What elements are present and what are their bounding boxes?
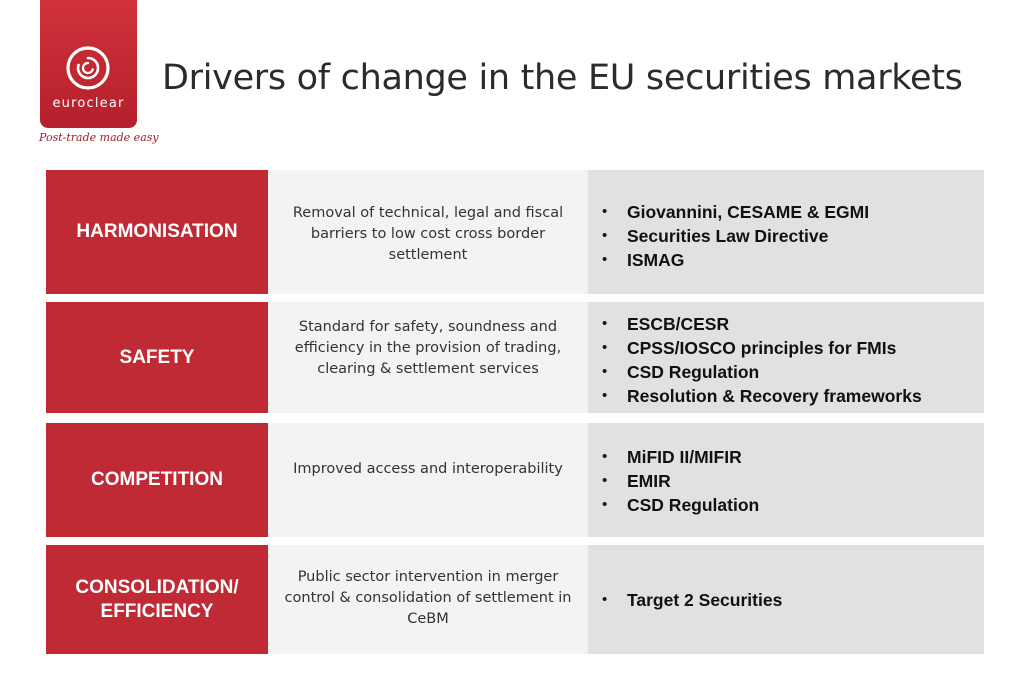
initiatives-cell — [588, 423, 984, 537]
list-item: • CSD Regulation — [600, 360, 922, 384]
table-row-safety — [46, 302, 984, 413]
description-cell — [268, 545, 588, 654]
description-cell — [268, 170, 588, 294]
initiatives-cell — [588, 545, 984, 654]
category-cell: HARMONISATION — [46, 170, 268, 294]
list-item: • MiFID II/MIFIR — [600, 445, 759, 469]
list-item: • ISMAG — [600, 248, 869, 272]
description-text: Standard for safety, soundness and efficiency in the provision of trading, clearing & settlement services — [294, 319, 562, 377]
description-text: Removal of technical, legal and fiscal barriers to low cost cross border settlement — [292, 205, 564, 263]
initiatives-list — [600, 200, 869, 294]
description-text: Improved access and interoperability — [293, 461, 563, 477]
brand-tagline: Post-trade made easy — [39, 131, 159, 144]
category-cell: COMPETITION — [46, 423, 268, 537]
category-cell — [46, 545, 268, 654]
initiatives-list — [600, 445, 759, 537]
table-row-harmonisation — [46, 170, 984, 294]
list-item: • Resolution & Recovery frameworks — [600, 384, 922, 408]
list-item: • CSD Regulation — [600, 493, 759, 517]
list-item: • Target 2 Securities — [600, 588, 782, 612]
description-cell — [268, 423, 588, 537]
list-item: • ESCB/CESR — [600, 312, 922, 336]
table-row-consolidation — [46, 545, 984, 654]
euroclear-swirl-icon — [58, 44, 119, 92]
category-line: CONSOLIDATION/ — [75, 576, 239, 598]
initiatives-cell — [588, 170, 984, 294]
list-item: • Giovannini, CESAME & EGMI — [600, 200, 869, 224]
initiatives-cell — [588, 302, 984, 413]
logo-wordmark: euroclear — [52, 96, 125, 111]
table-row-competition — [46, 423, 984, 537]
description-cell — [268, 302, 588, 413]
category-cell: SAFETY — [46, 302, 268, 413]
list-item: • CPSS/IOSCO principles for FMIs — [600, 336, 922, 360]
description-text: Public sector intervention in merger control & consolidation of settlement in CeBM — [284, 569, 572, 627]
initiatives-list — [600, 312, 922, 413]
list-item: • EMIR — [600, 469, 759, 493]
page-title: Drivers of change in the EU securities markets — [162, 58, 963, 98]
category-line: EFFICIENCY — [100, 600, 214, 622]
euroclear-logo — [40, 0, 137, 128]
list-item: • Securities Law Directive — [600, 224, 869, 248]
initiatives-list — [600, 588, 782, 612]
